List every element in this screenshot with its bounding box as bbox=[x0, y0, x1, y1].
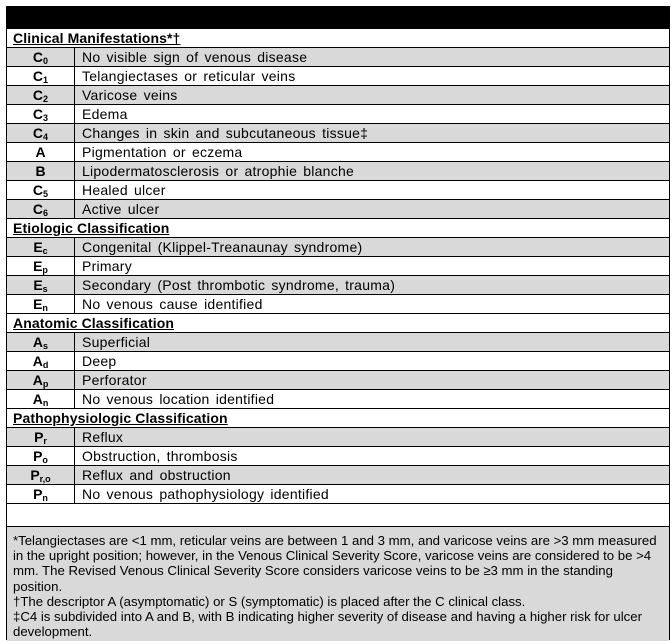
row-description: Telangiectases or reticular veins bbox=[82, 68, 296, 84]
table-row bbox=[7, 389, 669, 408]
row-code: $C_3$ bbox=[7, 105, 75, 123]
row-code: $E_c$ bbox=[7, 238, 75, 256]
row-description: Secondary (Post thrombotic syndrome, trauma) bbox=[82, 277, 396, 293]
table-row bbox=[7, 161, 669, 180]
row-description: No venous cause identified bbox=[82, 296, 263, 312]
table-row bbox=[7, 256, 669, 275]
row-description: Pigmentation or eczema bbox=[82, 144, 243, 160]
row-code: A bbox=[7, 143, 75, 161]
row-description: Active ulcer bbox=[82, 201, 160, 217]
row-code: $A_d$ bbox=[7, 352, 75, 370]
row-description: Changes in skin and subcutaneous tissue‡ bbox=[82, 125, 369, 141]
row-description: Reflux bbox=[82, 429, 124, 445]
section-header-clinical bbox=[7, 28, 669, 47]
row-code: $A_s$ bbox=[7, 333, 75, 351]
table-row bbox=[7, 237, 669, 256]
section-header-etiologic bbox=[7, 218, 669, 237]
row-code: $E_s$ bbox=[7, 276, 75, 294]
table-row bbox=[7, 104, 669, 123]
table-row bbox=[7, 275, 669, 294]
row-description: Obstruction, thrombosis bbox=[82, 448, 238, 464]
footnote: ‡C4 is subdivided into A and B, with B indicating higher severity of disease and having a higher risk for ulcer development. bbox=[13, 609, 642, 640]
section-header-pathophysiologic bbox=[7, 408, 669, 427]
table-row bbox=[7, 85, 669, 104]
row-code: $A_p$ bbox=[7, 371, 75, 389]
table-row bbox=[7, 47, 669, 66]
table-row bbox=[7, 123, 669, 142]
row-code: $C_6$ bbox=[7, 200, 75, 218]
table-row bbox=[7, 294, 669, 313]
section-title: Clinical Manifestations*† bbox=[13, 30, 181, 46]
table-row bbox=[7, 465, 669, 484]
table-row bbox=[7, 427, 669, 446]
table-row bbox=[7, 180, 669, 199]
table-row bbox=[7, 142, 669, 161]
row-code: $P_o$ bbox=[7, 447, 75, 465]
spacer-row bbox=[7, 503, 669, 526]
row-code: $C_4$ bbox=[7, 124, 75, 142]
table-row bbox=[7, 370, 669, 389]
row-description: Deep bbox=[82, 353, 117, 369]
row-description: No venous location identified bbox=[82, 391, 275, 407]
row-code: $C_1$ bbox=[7, 67, 75, 85]
footnote: *Telangiectases are <1 mm, reticular veins are between 1 and 3 mm, and varicose veins are >3 mm measured in the upright position; however, in the Venous Clinical Severity Score, varicose veins are considered to be >4 mm. The Revised Venous Clinical Severity Score considers varicose veins to be ≥3 mm in the standing position. bbox=[13, 533, 657, 594]
row-description: Congenital (Klippel-Treanaunay syndrome) bbox=[82, 239, 363, 255]
row-description: No venous pathophysiology identified bbox=[82, 486, 329, 502]
row-description: No visible sign of venous disease bbox=[82, 49, 308, 65]
table-row bbox=[7, 484, 669, 503]
section-title: Pathophysiologic Classification bbox=[13, 410, 228, 426]
row-description: Perforator bbox=[82, 372, 147, 388]
row-code: $P_{r,o}$ bbox=[7, 466, 75, 484]
section-title: Etiologic Classification bbox=[13, 220, 170, 236]
row-code: $C_2$ bbox=[7, 86, 75, 104]
row-description: Superficial bbox=[82, 334, 151, 350]
row-description: Edema bbox=[82, 106, 128, 122]
row-code: $C_0$ bbox=[7, 48, 75, 66]
table-row bbox=[7, 332, 669, 351]
row-code: $E_n$ bbox=[7, 295, 75, 313]
table-row bbox=[7, 199, 669, 218]
ceap-classification-table bbox=[6, 6, 670, 640]
row-code: $P_r$ bbox=[7, 428, 75, 446]
footnote: †The descriptor A (asymptomatic) or S (symptomatic) is placed after the C clinical class. bbox=[13, 593, 526, 609]
row-description: Reflux and obstruction bbox=[82, 467, 231, 483]
row-code: $E_p$ bbox=[7, 257, 75, 275]
section-header-anatomic bbox=[7, 313, 669, 332]
table-row bbox=[7, 351, 669, 370]
row-description: Primary bbox=[82, 258, 132, 274]
table-header-bar bbox=[7, 7, 669, 28]
table-row bbox=[7, 446, 669, 465]
row-description: Varicose veins bbox=[82, 87, 178, 103]
row-code: $P_n$ bbox=[7, 485, 75, 503]
footnotes bbox=[7, 526, 669, 641]
table-row bbox=[7, 66, 669, 85]
row-code: B bbox=[7, 162, 75, 180]
row-description: Healed ulcer bbox=[82, 182, 166, 198]
row-code: $A_n$ bbox=[7, 390, 75, 408]
row-description: Lipodermatosclerosis or atrophie blanche bbox=[82, 163, 355, 179]
section-title: Anatomic Classification bbox=[13, 315, 175, 331]
row-code: $C_5$ bbox=[7, 181, 75, 199]
